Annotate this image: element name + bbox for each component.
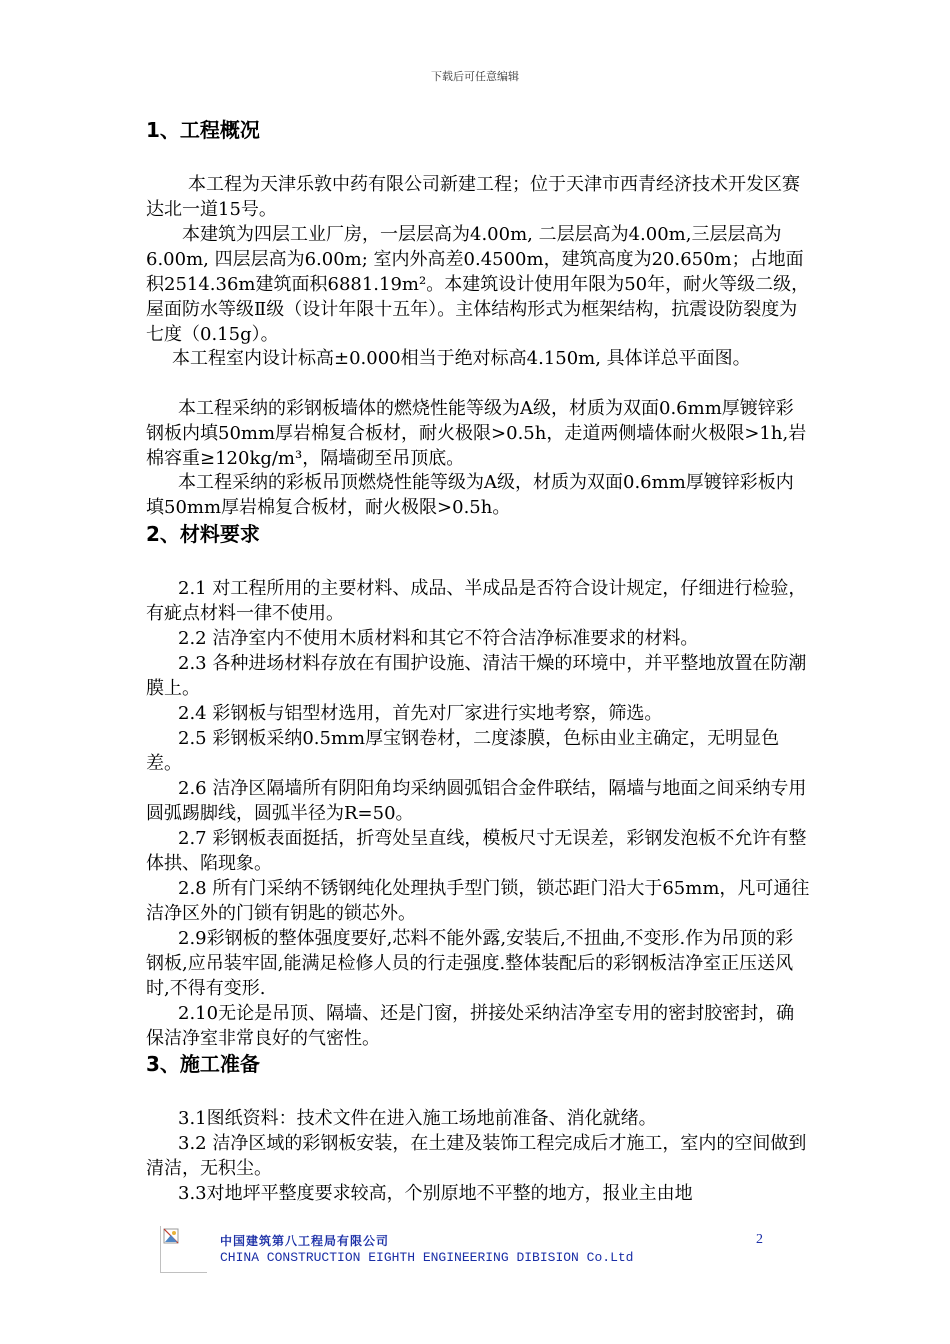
footer-company-en: CHINA CONSTRUCTION EIGHTH ENGINEERING DIBISION Co.Ltd bbox=[220, 1250, 634, 1265]
page-number: 2 bbox=[756, 1232, 763, 1247]
paragraph-1-4: 本工程采纳的彩钢板墙体的燃烧性能等级为A级，材质为双面0.6mm厚镀锌彩钢板内填50mm厚岩棉复合板材，耐火极限>0.5h，走道两侧墙体耐火极限>1h,岩棉容重≥120kg/m³，隔墙砌至吊顶底。 bbox=[146, 398, 807, 469]
paragraph-3-3: 3.3对地坪平整度要求较高，个别原地不平整的地方，报业主由地 bbox=[178, 1183, 693, 1204]
paragraph-2-1: 2.1 对工程所用的主要材料、成品、半成品是否符合设计规定，仔细进行检验，有疵点材料一律不使用。 bbox=[146, 578, 807, 624]
paragraph-3-2: 3.2 洁净区域的彩钢板安装，在土建及装饰工程完成后才施工，室内的空间做到清洁，无积尘。 bbox=[146, 1133, 807, 1179]
paragraph-2-4: 2.4 彩钢板与铝型材选用，首先对厂家进行实地考察，筛选。 bbox=[178, 703, 663, 724]
logo-graphic-icon bbox=[161, 1226, 207, 1272]
section-title-2: 2、材料要求 bbox=[146, 522, 260, 546]
paragraph-2-7: 2.7 彩钢板表面挺括，折弯处呈直线，模板尺寸无误差，彩钢发泡板不允许有整体拱、陷现象。 bbox=[146, 828, 807, 874]
footer-company-cn: 中国建筑第八工程局有限公司 bbox=[220, 1234, 390, 1248]
paragraph-2-3: 2.3 各种进场材料存放在有围护设施、清洁干燥的环境中，并平整地放置在防潮膜上。 bbox=[146, 653, 807, 699]
paragraph-1-5: 本工程采纳的彩板吊顶燃烧性能等级为A级，材质为双面0.6mm厚镀锌彩板内填50mm厚岩棉复合板材，耐火极限>0.5h。 bbox=[146, 472, 794, 518]
company-logo-icon bbox=[160, 1226, 207, 1273]
paragraph-2-5: 2.5 彩钢板采纳0.5mm厚宝钢卷材，二度漆膜，色标由业主确定，无明显色差。 bbox=[146, 728, 780, 774]
paragraph-1-2: 本建筑为四层工业厂房，一层层高为4.00m, 二层层高为4.00m,三层层高为6.00m, 四层层高为6.00m; 室内外高差0.4500m，建筑高度为20.650m；占地面积2514.36m建筑面积6881.19m²。本建筑设计使用年限为50年，耐火等级二级，屋面防水等级Ⅱ级（设计年限十五年）。主体结构形式为框架结构，抗震设防裂度为七度（0.15g）。 bbox=[146, 224, 810, 345]
paragraph-2-9: 2.9彩钢板的整体强度要好,芯料不能外露,安装后,不扭曲,不变形.作为吊顶的彩钢板,应吊装牢固,能满足检修人员的行走强度.整体装配后的彩钢板洁净室正压送风时,不得有变形. bbox=[146, 928, 794, 999]
paragraph-3-1: 3.1图纸资料：技术文件在进入施工场地前准备、消化就绪。 bbox=[178, 1108, 657, 1129]
paragraph-1-3: 本工程室内设计标高±0.000相当于绝对标高4.150m, 具体详总平面图。 bbox=[172, 348, 751, 369]
paragraph-2-6: 2.6 洁净区隔墙所有阴阳角均采纳圆弧铝合金件联结，隔墙与地面之间采纳专用圆弧踢脚线，圆弧半径为R=50。 bbox=[146, 778, 807, 824]
paragraph-2-10: 2.10无论是吊顶、隔墙、还是门窗，拼接处采纳洁净室专用的密封胶密封，确保洁净室非常良好的气密性。 bbox=[146, 1003, 795, 1049]
header-note: 下载后可任意编辑 bbox=[431, 70, 519, 83]
paragraph-2-2: 2.2 洁净室内不使用木质材料和其它不符合洁净标准要求的材料。 bbox=[178, 628, 699, 649]
paragraph-2-8: 2.8 所有门采纳不锈钢纯化处理执手型门锁，锁芯距门沿大于65mm，凡可通往洁净区外的门锁有钥匙的锁芯外。 bbox=[146, 878, 810, 924]
paragraph-1-1: 本工程为天津乐敦中药有限公司新建工程；位于天津市西青经济技术开发区赛达北一道15号。 bbox=[146, 174, 800, 220]
section-title-1: 1、工程概况 bbox=[146, 118, 260, 142]
section-title-3: 3、施工准备 bbox=[146, 1052, 260, 1076]
